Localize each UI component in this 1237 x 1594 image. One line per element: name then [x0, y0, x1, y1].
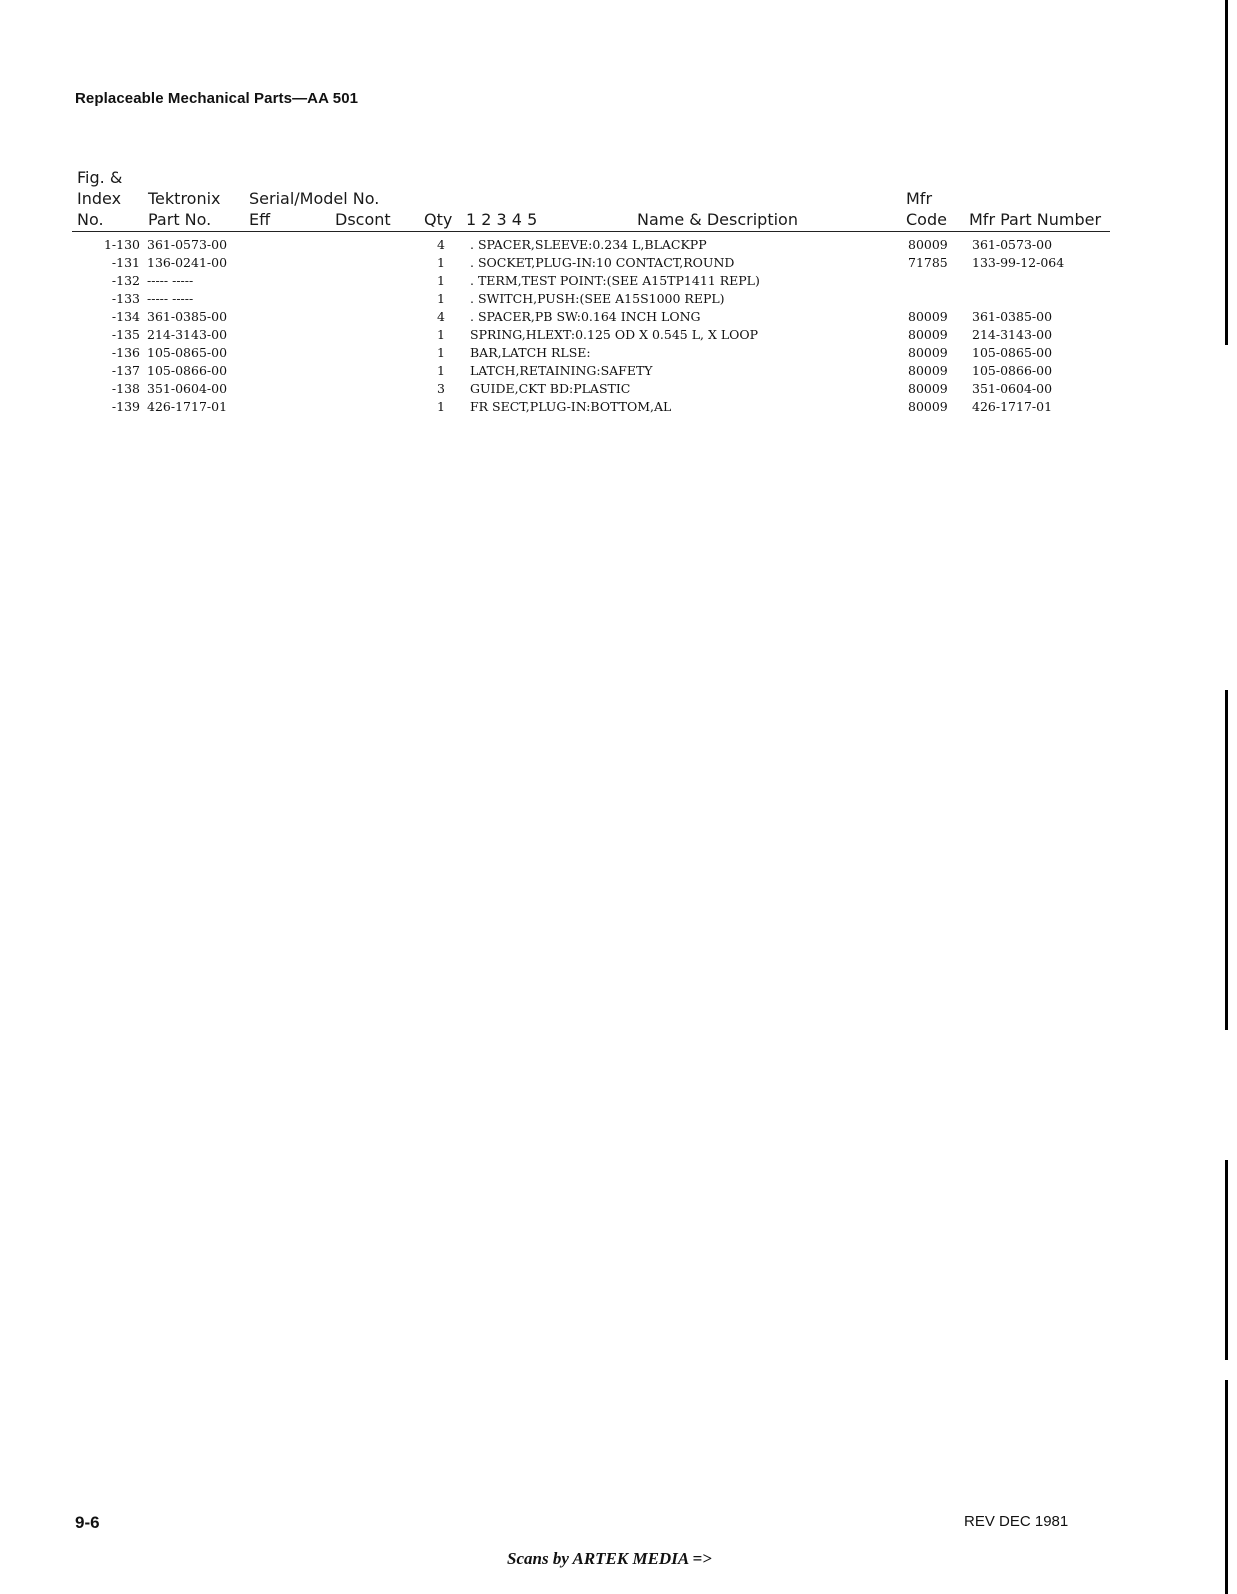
qty-cell: 3 — [437, 381, 445, 396]
part-number-cell: 105-0866-00 — [147, 363, 228, 378]
mfr-part-number-cell: 351-0604-00 — [972, 381, 1053, 396]
fig-index-cell: -139 — [111, 399, 140, 414]
mfr-code-cell: 80009 — [908, 399, 948, 414]
part-number-cell: 361-0573-00 — [147, 237, 228, 252]
header-fig-line1: Fig. & — [77, 168, 123, 187]
mfr-code-cell: 80009 — [908, 237, 948, 252]
page-number: 9-6 — [75, 1513, 100, 1532]
description-cell: LATCH,RETAINING:SAFETY — [470, 363, 653, 378]
header-mfr-code-line2: Code — [906, 210, 947, 229]
qty-cell: 4 — [437, 237, 445, 252]
mfr-code-cell: 80009 — [908, 345, 948, 360]
description-cell: FR SECT,PLUG-IN:BOTTOM,AL — [470, 399, 672, 414]
table-row — [0, 236, 1237, 254]
mfr-part-number-cell: 105-0866-00 — [972, 363, 1053, 378]
part-number-cell: 426-1717-01 — [147, 399, 228, 414]
fig-index-cell: -134 — [111, 309, 140, 324]
table-row — [0, 380, 1237, 398]
scan-credit: Scans by ARTEK MEDIA => — [507, 1549, 712, 1568]
fig-index-cell: -138 — [111, 381, 140, 396]
fig-index-cell: -132 — [111, 273, 140, 288]
scan-edge-mark — [1225, 0, 1228, 345]
header-mfr-part-number: Mfr Part Number — [969, 210, 1102, 229]
header-mfr-code-line1: Mfr — [906, 189, 933, 208]
part-number-cell: 351-0604-00 — [147, 381, 228, 396]
qty-cell: 4 — [437, 309, 445, 324]
part-number-cell: 214-3143-00 — [147, 327, 228, 342]
header-dscont: Dscont — [335, 210, 391, 229]
part-number-cell: 136-0241-00 — [147, 255, 228, 270]
table-row — [0, 362, 1237, 380]
header-tektronix-line1: Tektronix — [148, 189, 221, 208]
mfr-part-number-cell: 214-3143-00 — [972, 327, 1053, 342]
part-number-cell: ----- ----- — [147, 273, 194, 288]
mfr-part-number-cell: 105-0865-00 — [972, 345, 1053, 360]
part-number-cell: 105-0865-00 — [147, 345, 228, 360]
part-number-cell: 361-0385-00 — [147, 309, 228, 324]
fig-index-cell: -137 — [111, 363, 140, 378]
qty-cell: 1 — [437, 345, 445, 360]
description-cell: SPRING,HLEXT:0.125 OD X 0.545 L, X LOOP — [470, 327, 759, 342]
mfr-part-number-cell: 361-0385-00 — [972, 309, 1053, 324]
header-fig-line2: Index — [77, 189, 122, 208]
header-rule — [72, 231, 1110, 232]
mfr-code-cell: 71785 — [908, 255, 948, 270]
mfr-part-number-cell: 361-0573-00 — [972, 237, 1053, 252]
mfr-code-cell: 80009 — [908, 363, 948, 378]
part-number-cell: ----- ----- — [147, 291, 194, 306]
parts-table — [0, 236, 1237, 416]
description-cell: . SOCKET,PLUG-IN:10 CONTACT,ROUND — [470, 255, 735, 270]
scan-edge-mark — [1225, 1160, 1228, 1360]
fig-index-cell: -136 — [111, 345, 140, 360]
fig-index-cell: -135 — [111, 327, 140, 342]
table-row — [0, 290, 1237, 308]
fig-index-cell: 1-130 — [103, 237, 140, 252]
table-row — [0, 344, 1237, 362]
mfr-code-cell: 80009 — [908, 327, 948, 342]
fig-index-cell: -133 — [111, 291, 140, 306]
fig-index-cell: -131 — [111, 255, 140, 270]
scan-edge-mark — [1225, 690, 1228, 1030]
header-name-description: Name & Description — [637, 210, 798, 229]
mfr-part-number-cell: 133-99-12-064 — [972, 255, 1065, 270]
qty-cell: 1 — [437, 327, 445, 342]
table-row — [0, 326, 1237, 344]
table-row — [0, 308, 1237, 326]
header-serial-model: Serial/Model No. — [249, 189, 380, 208]
qty-cell: 1 — [437, 399, 445, 414]
qty-cell: 1 — [437, 363, 445, 378]
description-cell: . SWITCH,PUSH:(SEE A15S1000 REPL) — [470, 291, 725, 306]
header-fig-line3: No. — [77, 210, 104, 229]
revision-date: REV DEC 1981 — [964, 1513, 1069, 1530]
table-row — [0, 272, 1237, 290]
mfr-code-cell: 80009 — [908, 381, 948, 396]
qty-cell: 1 — [437, 291, 445, 306]
table-row — [0, 398, 1237, 416]
description-cell: BAR,LATCH RLSE: — [470, 345, 591, 360]
page-title: Replaceable Mechanical Parts—AA 501 — [75, 90, 359, 107]
header-indent-levels: 1 2 3 4 5 — [466, 210, 538, 229]
qty-cell: 1 — [437, 255, 445, 270]
description-cell: . TERM,TEST POINT:(SEE A15TP1411 REPL) — [470, 273, 760, 288]
description-cell: . SPACER,PB SW:0.164 INCH LONG — [470, 309, 701, 324]
header-eff: Eff — [249, 210, 271, 229]
header-tektronix-line2: Part No. — [148, 210, 212, 229]
qty-cell: 1 — [437, 273, 445, 288]
description-cell: GUIDE,CKT BD:PLASTIC — [470, 381, 631, 396]
description-cell: . SPACER,SLEEVE:0.234 L,BLACKPP — [470, 237, 707, 252]
mfr-code-cell: 80009 — [908, 309, 948, 324]
table-row — [0, 254, 1237, 272]
mfr-part-number-cell: 426-1717-01 — [972, 399, 1053, 414]
header-qty: Qty — [424, 210, 453, 229]
scan-edge-mark — [1225, 1380, 1228, 1594]
